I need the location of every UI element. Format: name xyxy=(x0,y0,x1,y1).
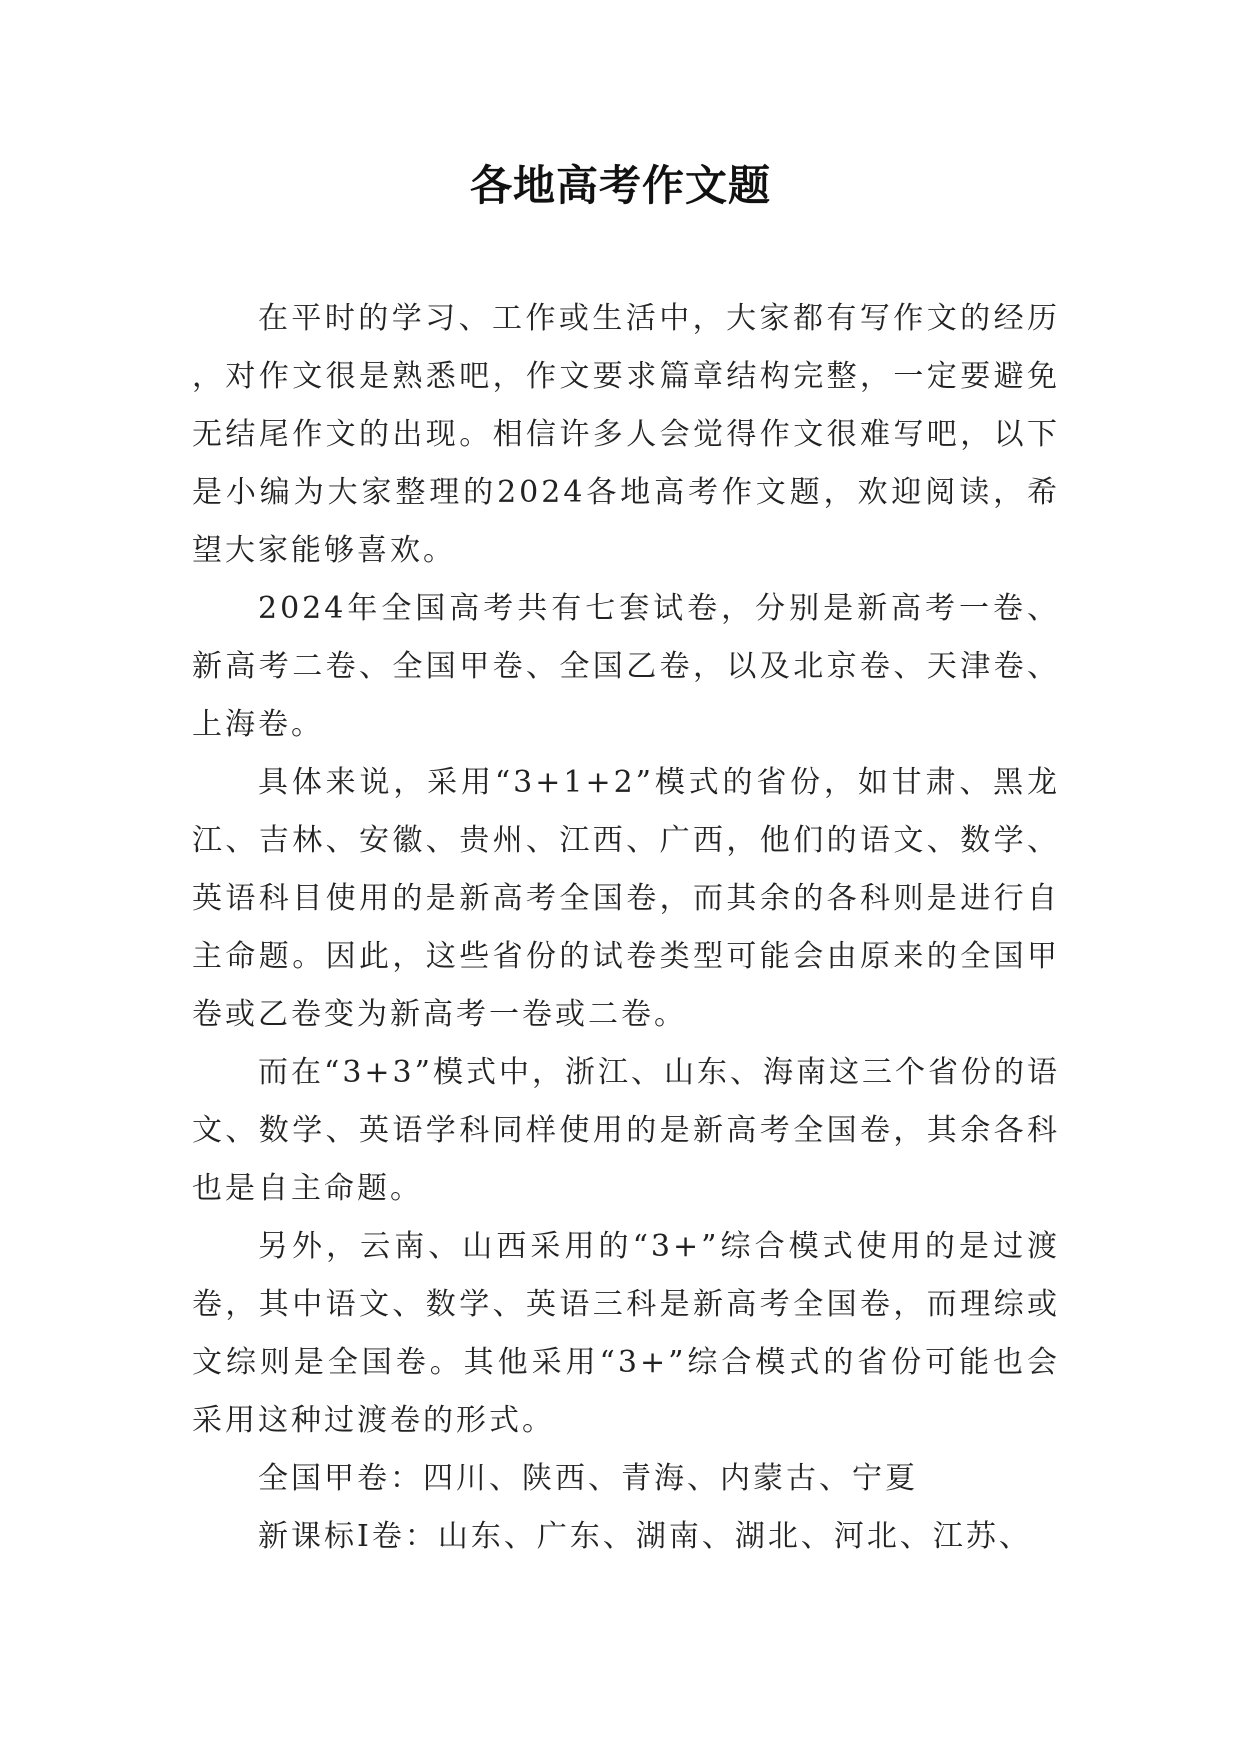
paragraph-intro: 在平时的学习、工作或生活中，大家都有写作文的经历，对作文很是熟悉吧，作文要求篇章结构完整，一定要避免无结尾作文的出现。相信许多人会觉得作文很难写吧，以下是小编为大家整理的2024各地高考作文题，欢迎阅读，希望大家能够喜欢。 xyxy=(192,301,1060,568)
document-title: 各地高考作文题 xyxy=(469,161,771,210)
paragraph-3-1-2-mode: 具体来说，采用“3+1+2”模式的省份，如甘肃、黑龙江、吉林、安徽、贵州、江西、广西，他们的语文、数学、英语科目使用的是新高考全国卷，而其余的各科则是进行自主命题。因此，这些省份的试卷类型可能会由原来的全国甲卷或乙卷变为新高考一卷或二卷。 xyxy=(192,765,1060,1032)
paragraph-exam-papers: 2024年全国高考共有七套试卷，分别是新高考一卷、新高考二卷、全国甲卷、全国乙卷，以及北京卷、天津卷、上海卷。 xyxy=(192,591,1060,742)
document-body xyxy=(192,290,1060,1566)
paragraph-national-a: 全国甲卷：四川、陕西、青海、内蒙古、宁夏 xyxy=(258,1461,918,1496)
paragraph-3-3-mode: 而在“3+3”模式中，浙江、山东、海南这三个省份的语文、数学、英语学科同样使用的是新高考全国卷，其余各科也是自主命题。 xyxy=(192,1055,1060,1206)
paragraph-3-plus-mode: 另外，云南、山西采用的“3+”综合模式使用的是过渡卷，其中语文、数学、英语三科是新高考全国卷，而理综或文综则是全国卷。其他采用“3+”综合模式的省份可能也会采用这种过渡卷的形式。 xyxy=(192,1229,1060,1438)
paragraph-new-standard-1: 新课标Ⅰ卷：山东、广东、湖南、湖北、河北、江苏、 xyxy=(258,1519,1032,1554)
